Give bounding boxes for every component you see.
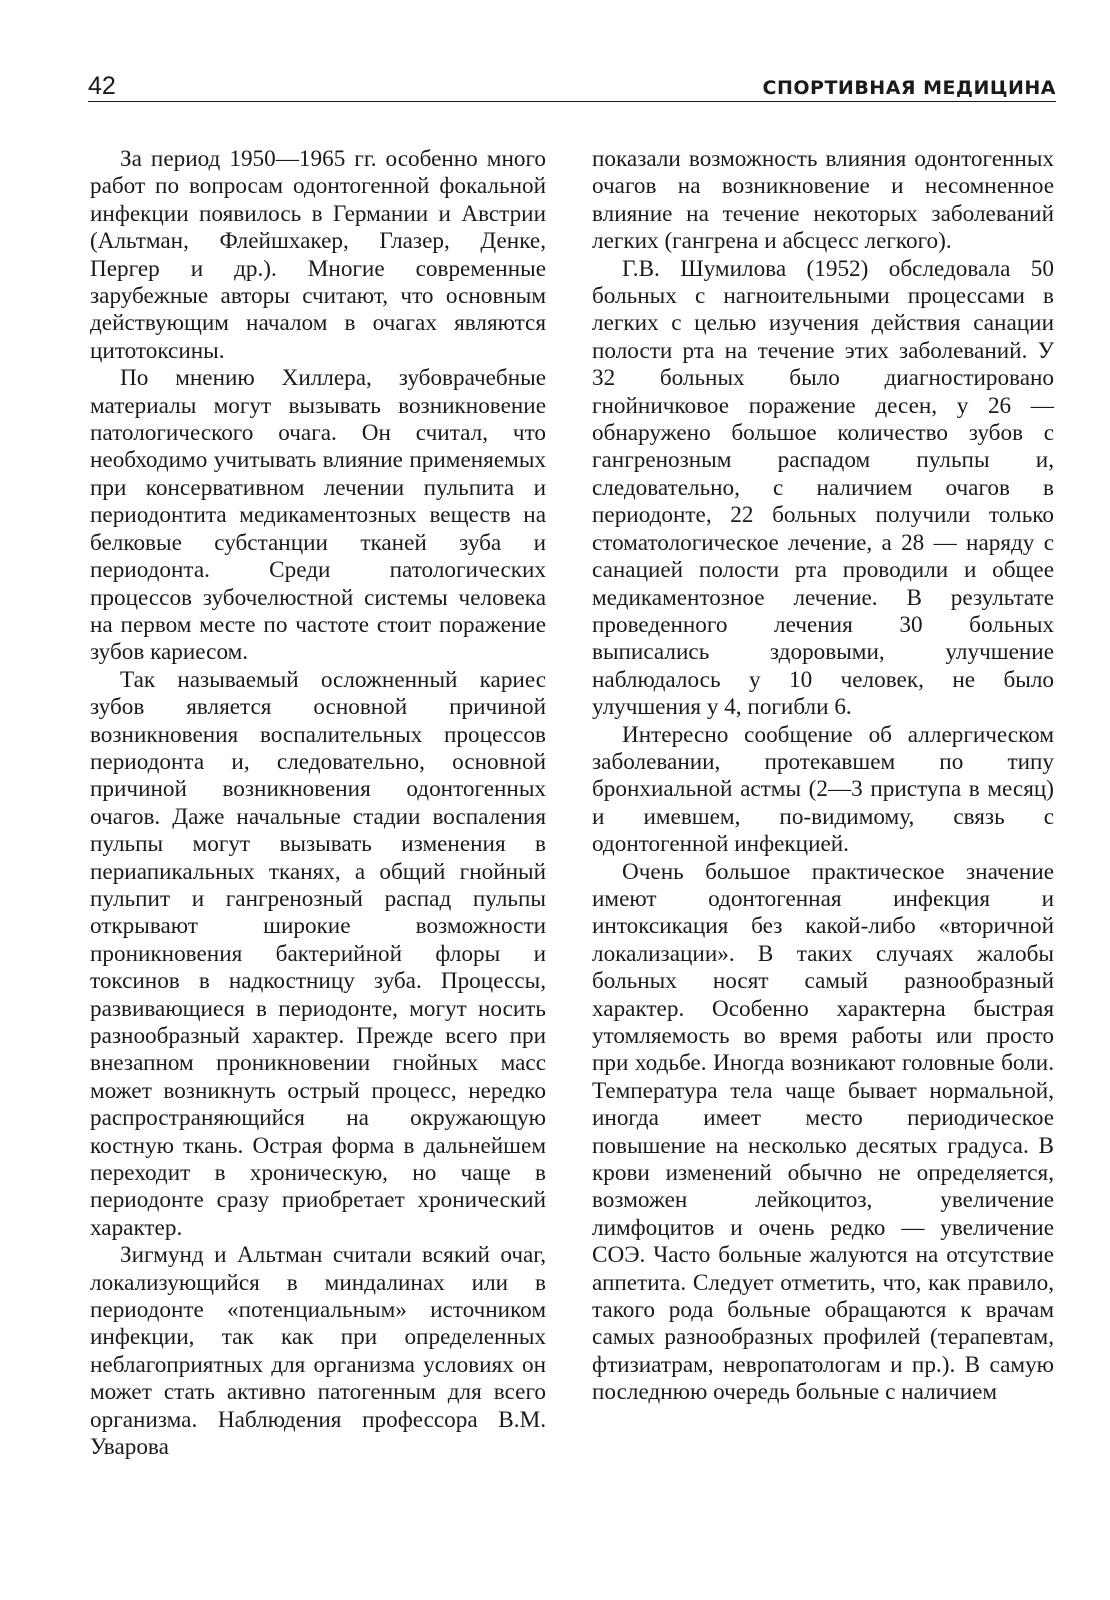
page-number: 42 xyxy=(88,72,116,100)
paragraph: За период 1950—1965 гг. особенно много работ по вопросам одонтогенной фокальной инфекции появилось в Германии и Австрии (Альтман, Флейшхакер, Глазер, Денке, Пергер и др.). Многие современные зарубежные авторы считают, что основным действующим началом в очагах являются цитотоксины. xyxy=(90,146,546,364)
paragraph: Так называемый осложненный кариес зубов является основной причиной возникновения воспалительных процессов периодонта и, следовательно, основной причиной возникновения одонтогенных очагов. Даже начальные стадии воспаления пульпы могут вызывать изменения в периапикальных тканях, а общий гнойный пульпит и гангренозный распад пульпы открывают широкие возможности проникновения бактерийной флоры и токсинов в надкостницу зуба. Процессы, развивающиеся в периодонте, могут носить разнообразный характер. Прежде всего при внезапном проникновении гнойных масс может возникнуть острый процесс, нередко распространяющийся на окружающую костную ткань. Острая форма в дальнейшем переходит в хроническую, но чаще в периодонте сразу приобретает хронический характер. xyxy=(90,666,546,1241)
running-title: СПОРТИВНАЯ МЕДИЦИНА xyxy=(762,77,1056,99)
paragraph: По мнению Хиллера, зубоврачебные материалы могут вызывать возникновение патологического очага. Он считал, что необходимо учитывать влияние применяемых при консервативном лечении пульпита и периодонтита медикаментозных веществ на белковые субстанции тканей зуба и периодонта. Среди патологических процессов зубочелюстной системы человека на первом месте по частоте стоит поражение зубов кариесом. xyxy=(90,365,546,666)
paragraph-continued: показали возможность влияния одонтогенных очагов на возникновение и несомненное влияние на течение некоторых заболеваний легких (гангрена и абсцесс легкого). xyxy=(592,146,1054,255)
paragraph: Интересно сообщение об аллергическом заболевании, протекавшем по типу бронхиальной астмы (2—3 приступа в месяц) и имевшем, по-видимому, связь с одонтогенной инфекцией. xyxy=(592,721,1054,858)
header-rule xyxy=(88,101,1056,102)
left-column xyxy=(90,146,546,1462)
paragraph: Очень большое практическое значение имеют одонтогенная инфекция и интоксикация без какой-либо «вторичной локализации». В таких случаях жалобы больных носят самый разнообразный характер. Особенно характерна быстрая утомляемость во время работы или просто при ходьбе. Иногда возникают головные боли. Температура тела чаще бывает нормальной, иногда имеет место периодическое повышение на несколько десятых градуса. В крови изменений обычно не определяется, возможен лейкоцитоз, увеличение лимфоцитов и очень редко — увеличение СОЭ. Часто больные жалуются на отсутствие аппетита. Следует отметить, что, как правило, такого рода больные обращаются к врачам самых разнообразных профилей (терапевтам, фтизиатрам, невропатологам и пр.). В самую последнюю очередь больные с наличием xyxy=(592,858,1054,1406)
page-header xyxy=(88,70,1056,110)
paragraph: Зигмунд и Альтман считали всякий очаг, локализующийся в миндалинах или в периодонте «потенциальным» источником инфекции, так как при определенных неблагоприятных для организма условиях он может стать активно патогенным для всего организма. Наблюдения профессора В.М. Уварова xyxy=(90,1242,546,1461)
paragraph: Г.В. Шумилова (1952) обследовала 50 больных с нагноительными процессами в легких с целью изучения действия санации полости рта на течение этих заболеваний. У 32 больных было диагностировано гнойничковое поражение десен, у 26 — обнаружено большое количество зубов с гангренозным распадом пульпы и, следовательно, с наличием очагов в периодонте, 22 больных получили только стоматологическое лечение, а 28 — наряду с санацией полости рта проводили и общее медикаментозное лечение. В результате проведенного лечения 30 больных выписались здоровыми, улучшение наблюдалось у 10 человек, не было улучшения у 4, погибли 6. xyxy=(592,255,1054,721)
right-column xyxy=(592,146,1054,1407)
